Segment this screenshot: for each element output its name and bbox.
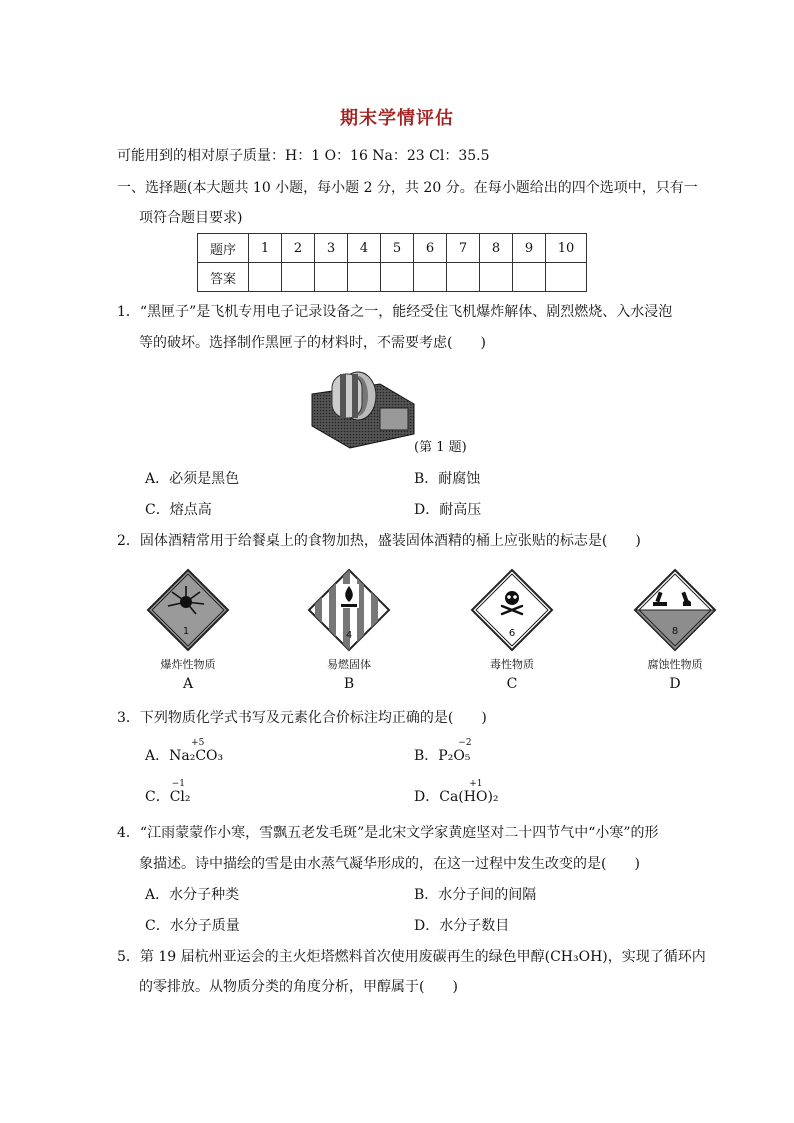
- option-prefix: A．: [145, 748, 170, 764]
- q3-line1: 3．下列物质化学式书写及元素化合价标注均正确的是( ): [117, 710, 487, 726]
- chem-formula: Cl₂: [169, 789, 191, 805]
- sign-d-letter[interactable]: D: [669, 676, 681, 692]
- valence-mark: +5: [191, 738, 205, 748]
- answer-cell[interactable]: [447, 263, 480, 292]
- answer-table-header-row: [198, 234, 587, 263]
- q2-line1: 2．固体酒精常用于给餐桌上的食物加热，盛装固体酒精的桶上应张贴的标志是( ): [117, 533, 641, 549]
- table-cell: 8: [480, 234, 513, 263]
- toxic-sign-icon[interactable]: [470, 568, 554, 652]
- q5-line2: 的零排放。从物质分类的角度分析，甲醇属于( ): [139, 979, 458, 995]
- table-cell: 1: [249, 234, 282, 263]
- section1-heading-line2: 项符合题目要求): [139, 210, 243, 226]
- sign-c-letter[interactable]: C: [506, 676, 518, 692]
- q5-line1: 5．第 19 届杭州亚运会的主火炬塔燃料首次使用废碳再生的绿色甲醇(CH₃OH)，实现了循环内: [117, 949, 706, 965]
- section1-heading-line1: 一、选择题(本大题共 10 小题，每小题 2 分，共 20 分。在每小题给出的四个选项中，只有一: [117, 180, 698, 196]
- q1-option-b[interactable]: B．耐腐蚀: [414, 471, 481, 487]
- figure-caption: (第 1 题): [414, 440, 467, 455]
- sign-b-letter[interactable]: B: [343, 676, 355, 692]
- answer-cell[interactable]: [282, 263, 315, 292]
- answer-cell[interactable]: [546, 263, 587, 292]
- answer-cell[interactable]: [381, 263, 414, 292]
- answer-cell[interactable]: [480, 263, 513, 292]
- corrosive-sign-icon[interactable]: [633, 568, 717, 652]
- table-cell: 6: [414, 234, 447, 263]
- answer-table: [197, 233, 587, 292]
- table-cell: 2: [282, 234, 315, 263]
- valence-mark: −1: [171, 779, 185, 789]
- answer-cell[interactable]: [513, 263, 546, 292]
- explosive-sign-icon[interactable]: [146, 568, 230, 652]
- table-cell: 9: [513, 234, 546, 263]
- flammable-solid-sign-icon[interactable]: [307, 568, 391, 652]
- q3-option-c[interactable]: [145, 779, 191, 807]
- sign-b-label: 易燃固体: [327, 658, 371, 671]
- table-cell: 3: [315, 234, 348, 263]
- svg-text:6: 6: [508, 628, 516, 639]
- svg-text:4: 4: [345, 630, 353, 641]
- table-cell: 4: [348, 234, 381, 263]
- q4-option-c[interactable]: C．水分子质量: [145, 918, 240, 934]
- table-cell: 10: [546, 234, 587, 263]
- q4-option-d[interactable]: D．水分子数目: [414, 918, 510, 934]
- chem-formula: Ca(HO)₂: [439, 789, 499, 805]
- option-prefix: B．: [414, 748, 439, 764]
- q3-option-b[interactable]: [414, 738, 472, 766]
- valence-mark: −2: [458, 738, 472, 748]
- answer-cell[interactable]: [414, 263, 447, 292]
- chem-formula: Na₂CO₃: [169, 748, 224, 764]
- q1-option-a[interactable]: A．必须是黑色: [145, 471, 240, 487]
- q4-line1: 4．“江雨蒙蒙作小寒，雪飘五老发毛斑”是北宋文学家黄庭坚对二十四节气中“小寒”的形: [117, 825, 659, 841]
- q4-line2: 象描述。诗中描绘的雪是由水蒸气凝华形成的，在这一过程中发生改变的是( ): [139, 856, 640, 872]
- chem-formula: P₂O₅: [438, 748, 471, 764]
- page-title: 期末学情评估: [340, 108, 454, 129]
- sign-c-label: 毒性物质: [490, 658, 534, 671]
- q1-line1: 1．“黑匣子”是飞机专用电子记录设备之一，能经受住飞机爆炸解体、剧烈燃烧、入水浸泡: [117, 304, 673, 320]
- q1-option-c[interactable]: C．熔点高: [145, 502, 212, 518]
- svg-text:8: 8: [671, 626, 679, 637]
- table-cell: 题序: [198, 234, 249, 263]
- atomic-mass-line: 可能用到的相对原子质量：H：1 O：16 Na：23 Cl：35.5: [117, 148, 490, 164]
- table-cell: 7: [447, 234, 480, 263]
- svg-text:1: 1: [182, 626, 190, 637]
- sign-a-letter[interactable]: A: [182, 676, 194, 692]
- option-prefix: C．: [145, 789, 170, 805]
- answer-cell[interactable]: [315, 263, 348, 292]
- q1-option-d[interactable]: D．耐高压: [414, 502, 482, 518]
- table-cell: 答案: [198, 263, 249, 292]
- q3-option-a[interactable]: [145, 738, 224, 766]
- answer-cell[interactable]: [348, 263, 381, 292]
- table-cell: 5: [381, 234, 414, 263]
- option-prefix: D．: [414, 789, 440, 805]
- answer-table-answer-row: [198, 263, 587, 292]
- sign-a-label: 爆炸性物质: [160, 658, 216, 671]
- black-box-image: [310, 364, 415, 450]
- q3-option-d[interactable]: [414, 779, 499, 807]
- valence-mark: +1: [469, 779, 483, 789]
- answer-cell[interactable]: [249, 263, 282, 292]
- sign-d-label: 腐蚀性物质: [647, 658, 703, 671]
- q1-line2: 等的破坏。选择制作黑匣子的材料时，不需要考虑( ): [139, 335, 486, 351]
- q4-option-b[interactable]: B．水分子间的间隔: [414, 887, 537, 903]
- q4-option-a[interactable]: A．水分子种类: [145, 887, 240, 903]
